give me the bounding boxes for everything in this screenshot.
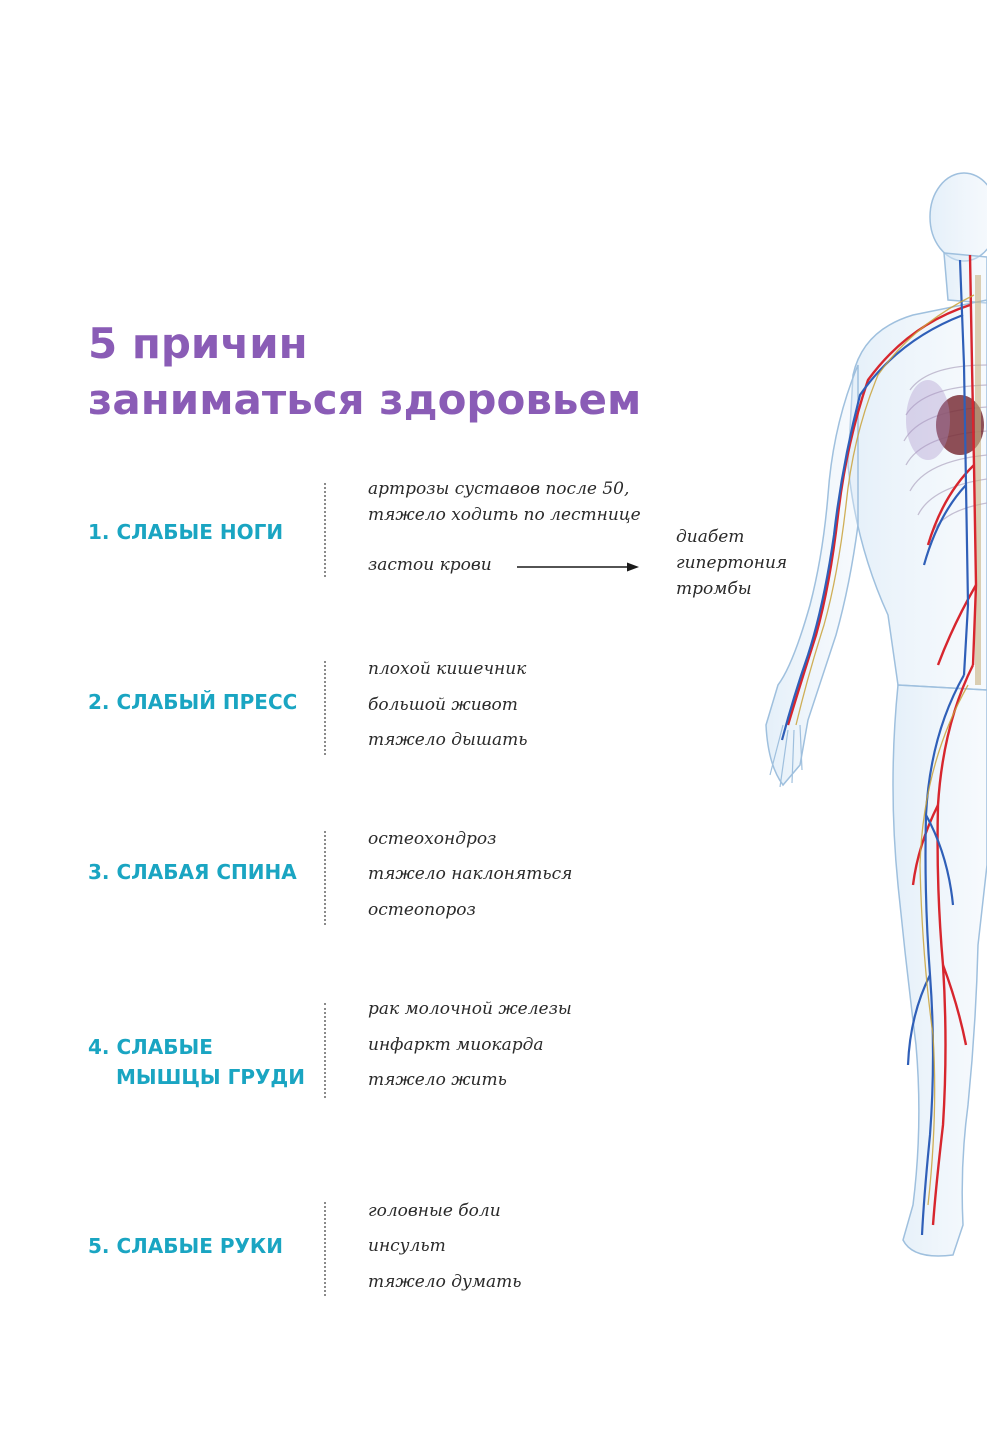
reason-1-label-text: 1. СЛАБЫЕ НОГИ (88, 520, 284, 544)
consequence-diabetes: диабет (676, 527, 745, 547)
reason-2-effect-2: большой живот (368, 695, 518, 715)
reason-5-divider (324, 1202, 326, 1296)
reason-3-label (88, 857, 297, 887)
consequence-hypertension: гипертония (676, 553, 788, 573)
reason-2-label-text: 2. СЛАБЫЙ ПРЕСС (88, 690, 298, 714)
reason-1-effect-3: застои крови (368, 555, 492, 575)
reason-3-effect-2: тяжело наклоняться (368, 864, 573, 884)
consequence-thrombosis: тромбы (676, 579, 752, 599)
reason-4-label-line-1: 4. СЛАБЫЕ (88, 1035, 213, 1059)
page-title-line-2: заниматься здоровьем (88, 375, 642, 424)
lung (906, 380, 950, 460)
reason-4-divider (324, 1003, 326, 1098)
reason-2-divider (324, 661, 326, 755)
reason-1-divider (324, 483, 326, 577)
reason-2-effect-3: тяжело дышать (368, 730, 528, 750)
arrow-right-icon (517, 560, 641, 574)
reason-1-effect-1: артрозы суставов после 50, (368, 479, 630, 499)
reason-4-label (88, 1032, 305, 1092)
reason-5-effect-2: инсульт (368, 1236, 446, 1256)
reason-1-effect-2: тяжело ходить по лестнице (368, 505, 641, 525)
reason-3-effect-3: остеопороз (368, 900, 476, 920)
reason-4-effect-2: инфаркт миокарда (368, 1035, 544, 1055)
reason-3-effect-1: остеохондроз (368, 829, 497, 849)
reason-5-effect-3: тяжело думать (368, 1272, 522, 1292)
reason-2-label (88, 687, 297, 717)
reason-5-label (88, 1231, 283, 1261)
reason-3-divider (324, 831, 326, 925)
reason-4-effect-3: тяжело жить (368, 1070, 507, 1090)
reason-5-effect-1: головные боли (368, 1201, 501, 1221)
reason-4-effect-1: рак молочной железы (368, 999, 572, 1019)
reason-1-label (88, 517, 283, 547)
page-title (88, 316, 641, 428)
page-title-line-1: 5 причин (88, 319, 308, 368)
reason-2-effect-1: плохой кишечник (368, 659, 527, 679)
reason-5-label-text: 5. СЛАБЫЕ РУКИ (88, 1234, 283, 1258)
reason-3-label-text: 3. СЛАБАЯ СПИНА (88, 860, 297, 884)
reason-4-label-line-2: МЫШЦЫ ГРУДИ (116, 1065, 305, 1089)
human-body-illustration (738, 165, 987, 1265)
